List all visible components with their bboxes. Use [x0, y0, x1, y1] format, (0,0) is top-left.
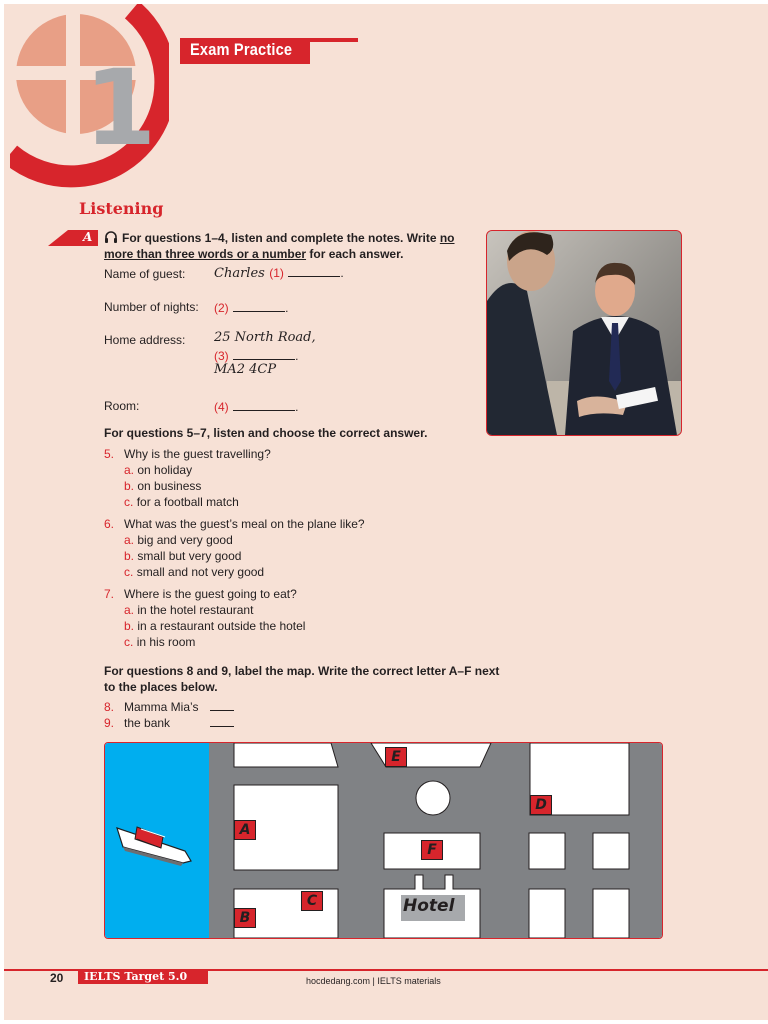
- unit-number: 1: [84, 47, 157, 169]
- note-num-1: (1): [269, 266, 284, 280]
- option[interactable]: c. small and not very good: [124, 565, 265, 579]
- note-label-nights: Number of nights:: [104, 300, 199, 314]
- answer-blank-3[interactable]: [233, 348, 295, 360]
- map-question-8: 8. Mamma Mia’s: [104, 699, 234, 715]
- question-number: 5.: [104, 447, 115, 461]
- instructions-q1-4: [104, 230, 479, 262]
- answer-blank-8[interactable]: [210, 699, 234, 711]
- reception-photo: [486, 230, 682, 436]
- option[interactable]: c. for a football match: [124, 495, 239, 509]
- page-number: 20: [50, 971, 64, 985]
- note-num-4: (4): [214, 400, 229, 414]
- map-label-c: C: [301, 891, 323, 911]
- answer-blank-9[interactable]: [210, 715, 234, 727]
- instr-underline-2: more than three words or a number: [104, 247, 307, 261]
- instructions-q8-9: For questions 8 and 9, label the map. Write the correct letter A–F next to the places below.: [104, 664, 500, 694]
- answer-blank-1[interactable]: [288, 265, 340, 277]
- option[interactable]: a. in the hotel restaurant: [124, 603, 254, 617]
- map-drawing: [105, 743, 662, 938]
- note-value-name: Charles: [214, 266, 265, 281]
- option[interactable]: a. big and very good: [124, 533, 233, 547]
- map-label-b: B: [234, 908, 256, 928]
- note-value-address: 25 North Road,: [214, 330, 316, 345]
- note-answer-1: Charles (1) .: [214, 266, 344, 281]
- note-label-name: Name of guest:: [104, 267, 186, 281]
- map-label-f: F: [421, 840, 443, 860]
- option[interactable]: a. on holiday: [124, 463, 193, 477]
- instr-underline-1: no: [439, 231, 455, 245]
- map-label-e: E: [385, 747, 407, 767]
- question-6: [104, 516, 365, 580]
- question-text: Where is the guest going to eat?: [124, 587, 297, 601]
- question-text: Why is the guest travelling?: [124, 447, 271, 461]
- note-answer-2: (2) .: [214, 301, 289, 315]
- question-5: [104, 446, 271, 510]
- section-title: Listening: [79, 199, 164, 218]
- exercise-label: A: [83, 230, 93, 244]
- instr-text-1: For questions 1–4, listen and complete the notes. Write: [122, 231, 440, 245]
- question-7: [104, 586, 305, 650]
- note-num-2: (2): [214, 301, 229, 315]
- answer-blank-2[interactable]: [233, 300, 285, 312]
- option[interactable]: b. small but very good: [124, 549, 242, 563]
- map-question-9: 9. the bank: [104, 715, 234, 731]
- note-label-address: Home address:: [104, 333, 186, 347]
- street-map: [104, 742, 663, 939]
- option[interactable]: c. in his room: [124, 635, 196, 649]
- note-label-room: Room:: [104, 399, 140, 413]
- question-number: 7.: [104, 587, 115, 601]
- roundabout: [416, 781, 450, 815]
- note-num-3: (3): [214, 349, 229, 363]
- note-value-postcode: MA2 4CP: [214, 362, 277, 377]
- map-label-a: A: [234, 820, 256, 840]
- note-answer-4: (4) .: [214, 400, 299, 414]
- option[interactable]: b. on business: [124, 479, 202, 493]
- photo-illustration: [487, 231, 681, 435]
- page-title: Exam Practice: [190, 40, 293, 59]
- map-label-d: D: [530, 795, 552, 815]
- question-number: 6.: [104, 517, 115, 531]
- answer-blank-4[interactable]: [233, 399, 295, 411]
- note-answer-3: (3) .: [214, 349, 299, 363]
- option[interactable]: b. in a restaurant outside the hotel: [124, 619, 306, 633]
- book-title: IELTS Target 5.0: [84, 970, 188, 983]
- footer-site: hocdedang.com | IELTS materials: [306, 976, 441, 986]
- question-text: What was the guest’s meal on the plane like?: [124, 517, 365, 531]
- instr-text-2: for each answer.: [306, 247, 404, 261]
- headphones-icon: [104, 231, 118, 243]
- instructions-q5-7: For questions 5–7, listen and choose the correct answer.: [104, 426, 428, 440]
- hotel-label: Hotel: [403, 896, 455, 916]
